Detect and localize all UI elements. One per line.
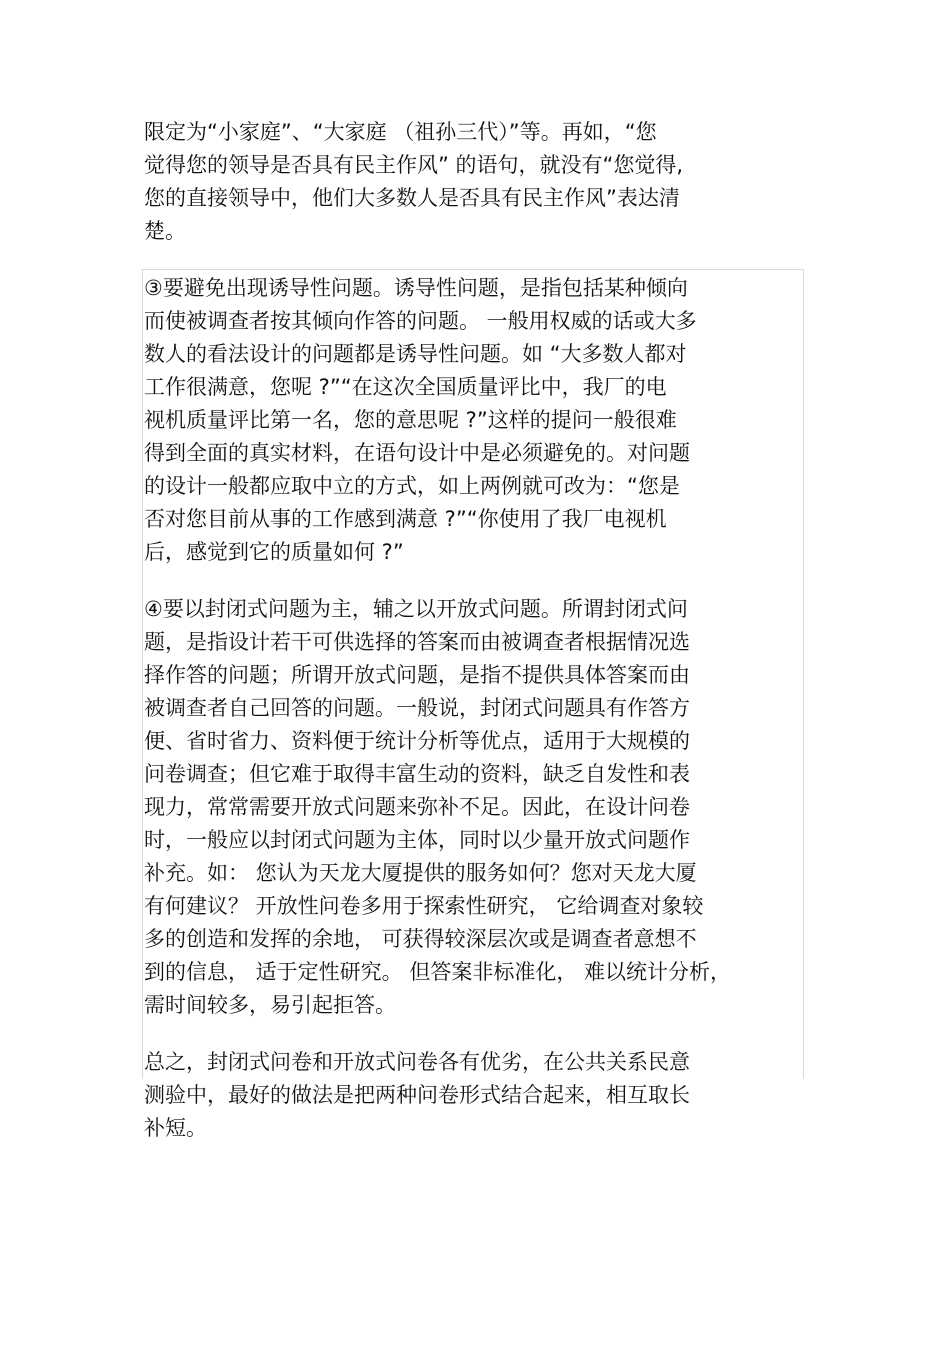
text-line: 视机质量评比第一名，您的意思呢 ?”这样的提问一般很难 — [144, 408, 677, 432]
text-line: 您的直接领导中，他们大多数人是否具有民主作风”表达清 — [144, 186, 680, 210]
text-line: 有何建议？ 开放性问卷多用于探索性研究， 它给调查对象较 — [144, 894, 704, 918]
frame-right-line — [803, 269, 804, 1079]
text-line: 后，感觉到它的质量如何 ?” — [144, 540, 404, 564]
text-line: 多的创造和发挥的余地， 可获得较深层次或是调查者意想不 — [144, 927, 697, 951]
text-line: 数人的看法设计的问题都是诱导性问题。如 “大多数人都对 — [144, 342, 687, 366]
text-line: 补短。 — [144, 1116, 207, 1140]
text-line: 需时间较多，易引起拒答。 — [144, 993, 396, 1017]
text-line: 否对您目前从事的工作感到满意 ?”“你使用了我厂电视机 — [144, 507, 667, 531]
text-line: 择作答的问题；所谓开放式问题，是指不提供具体答案而由 — [144, 663, 690, 687]
frame-left-line — [142, 269, 143, 1079]
text-line: 问卷调查；但它难于取得丰富生动的资料，缺乏自发性和表 — [144, 762, 690, 786]
text-line: 测验中，最好的做法是把两种问卷形式结合起来，相互取长 — [144, 1083, 690, 1107]
text-line: 工作很满意，您呢 ?”“在这次全国质量评比中，我厂的电 — [144, 375, 667, 399]
text-line: 而使被调查者按其倾向作答的问题。 一般用权威的话或大多 — [144, 309, 697, 333]
text-line: 补充。如： 您认为天龙大厦提供的服务如何？您对天龙大厦 — [144, 861, 697, 885]
text-line: 题，是指设计若干可供选择的答案而由被调查者根据情况选 — [144, 630, 690, 654]
text-line: 得到全面的真实材料，在语句设计中是必须避免的。对问题 — [144, 441, 690, 465]
text-line: 时，一般应以封闭式问题为主体，同时以少量开放式问题作 — [144, 828, 690, 852]
text-line: 便、省时省力、资料便于统计分析等优点，适用于大规模的 — [144, 729, 690, 753]
text-line: 被调查者自己回答的问题。一般说，封闭式问题具有作答方 — [144, 696, 690, 720]
text-line: ④要以封闭式问题为主，辅之以开放式问题。所谓封闭式问 — [144, 597, 688, 621]
text-line: 限定为“小家庭”、“大家庭 （祖孙三代）”等。再如，“您 — [144, 120, 657, 144]
text-line: 现力，常常需要开放式问题来弥补不足。因此，在设计问卷 — [144, 795, 690, 819]
frame-top-line — [142, 269, 804, 270]
text-line: 楚。 — [144, 219, 186, 243]
text-line: 总之，封闭式问卷和开放式问卷各有优劣，在公共关系民意 — [144, 1050, 690, 1074]
text-line: 的设计一般都应取中立的方式，如上两例就可改为：“您是 — [144, 474, 680, 498]
text-line: ③要避免出现诱导性问题。诱导性问题，是指包括某种倾向 — [144, 276, 688, 300]
text-line: 到的信息， 适于定性研究。 但答案非标准化， 难以统计分析， — [144, 960, 732, 984]
text-line: 觉得您的领导是否具有民主作风” 的语句，就没有“您觉得, — [144, 153, 684, 177]
